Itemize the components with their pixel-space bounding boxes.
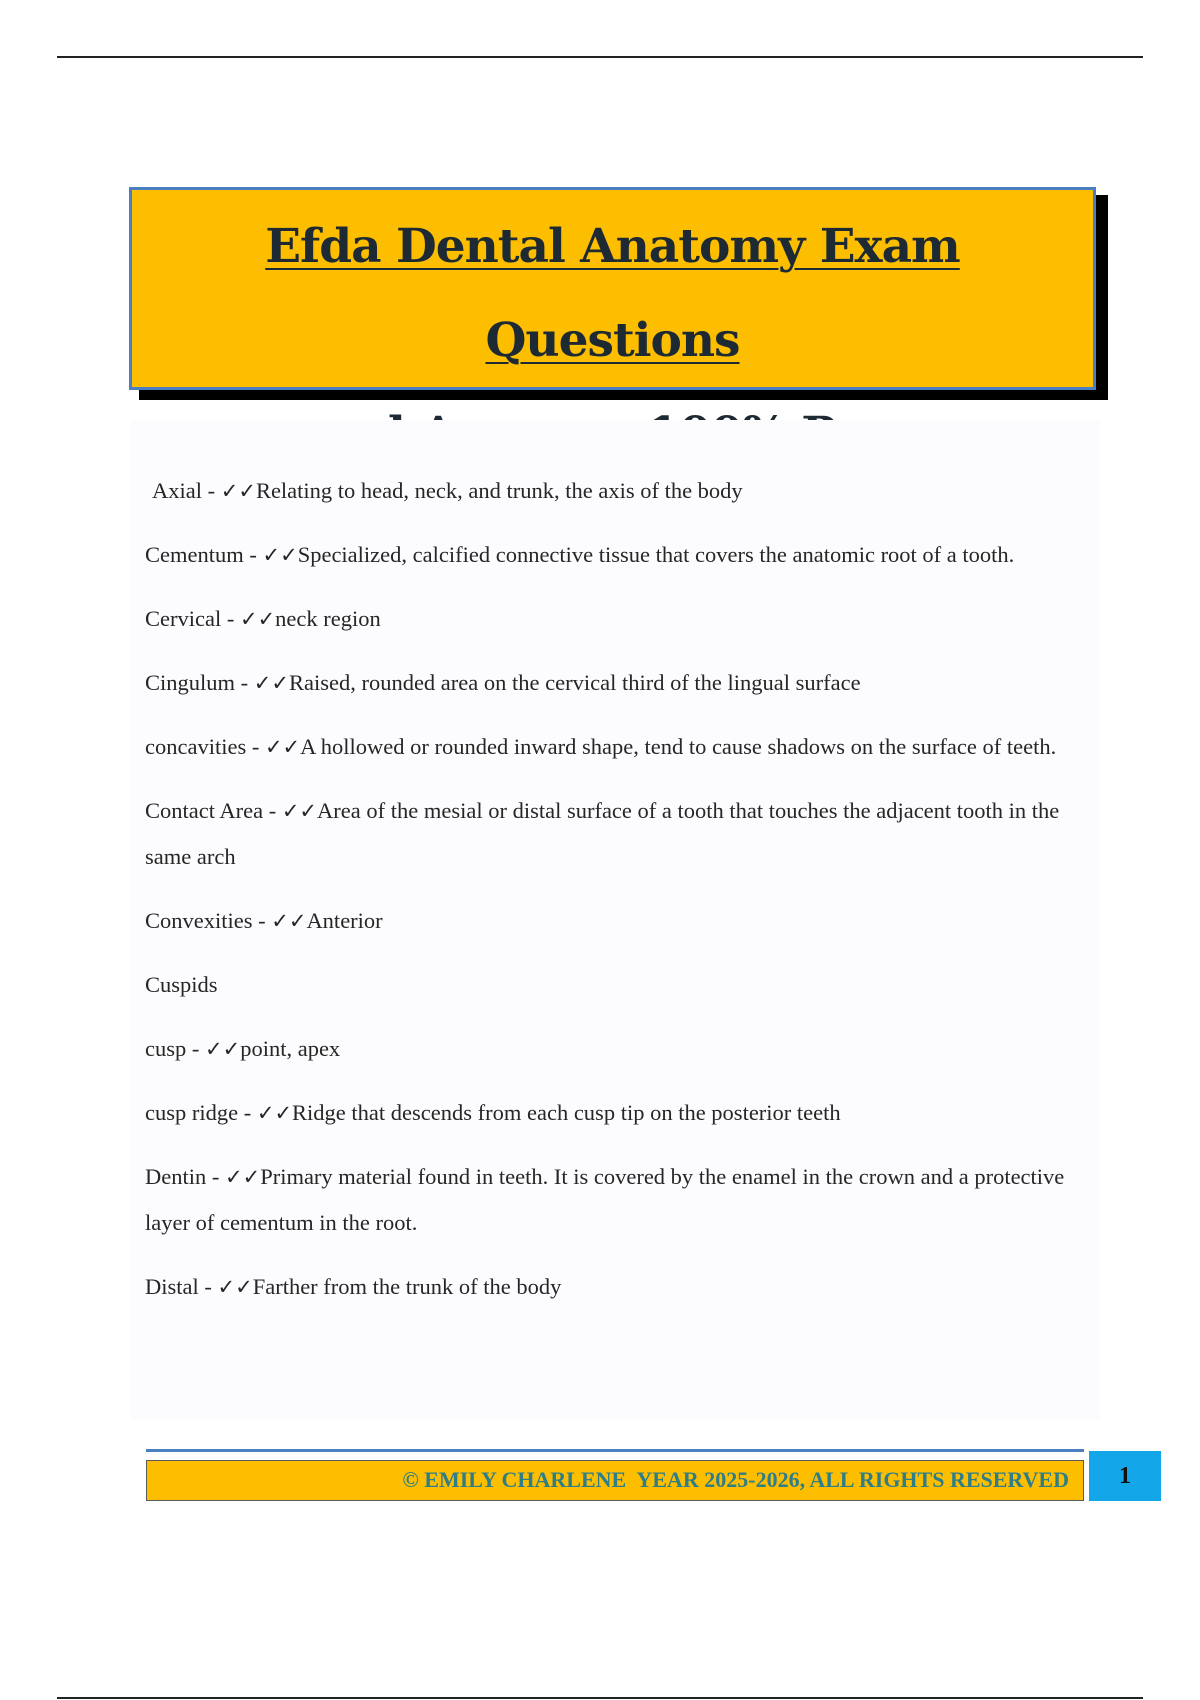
entry-cusp-ridge xyxy=(145,1090,1095,1136)
bottom-rule xyxy=(57,1697,1143,1699)
check-icon: ✓✓ xyxy=(220,479,256,503)
entry-definition: neck region xyxy=(275,606,381,631)
entry-definition: Primary material found in teeth. It is covered by the enamel in the crown and a protective layer of cementum in the root. xyxy=(145,1164,1065,1235)
entry-contact-area xyxy=(145,788,1095,880)
entry-term: Cervical - xyxy=(145,606,240,631)
entry-definition: Ridge that descends from each cusp tip on the posterior teeth xyxy=(292,1100,841,1125)
entry-definition: A hollowed or rounded inward shape, tend to cause shadows on the surface of teeth. xyxy=(300,734,1057,759)
entry-cingulum xyxy=(145,660,1095,706)
entry-term: Axial - xyxy=(152,478,221,503)
check-icon: ✓✓ xyxy=(224,1165,261,1189)
entry-cervical xyxy=(145,596,1095,642)
check-icon: ✓✓ xyxy=(271,909,307,933)
check-icon: ✓✓ xyxy=(281,799,318,823)
check-icon: ✓✓ xyxy=(239,607,276,631)
entry-term: Convexities - xyxy=(145,908,272,933)
entry-term: Cuspids xyxy=(145,972,218,997)
entry-term: cusp ridge - xyxy=(145,1100,257,1125)
entry-definition: Relating to head, neck, and trunk, the axis of the body xyxy=(255,478,743,503)
entry-term: concavities - xyxy=(145,734,265,759)
check-icon: ✓✓ xyxy=(205,1037,241,1061)
check-icon: ✓✓ xyxy=(262,543,298,567)
entry-concavities xyxy=(145,724,1095,770)
page-number: 1 xyxy=(1089,1451,1161,1501)
entry-term: Distal - xyxy=(145,1274,218,1299)
entry-term: Cingulum - xyxy=(145,670,254,695)
entry-definition: Specialized, calcified connective tissue that covers the anatomic root of a tooth. xyxy=(297,542,1015,567)
entry-definition: point, apex xyxy=(240,1036,341,1061)
entry-convexities xyxy=(145,898,1095,944)
title-line-1: Efda Dental Anatomy Exam Questions xyxy=(265,219,960,368)
check-icon: ✓✓ xyxy=(264,735,301,759)
entry-term: cusp - xyxy=(145,1036,205,1061)
top-rule xyxy=(57,56,1143,58)
entry-cusp xyxy=(145,1026,1095,1072)
title-banner xyxy=(129,187,1096,390)
entry-definition: Anterior xyxy=(306,908,383,933)
entry-list xyxy=(145,468,1095,1328)
footer-copyright: © EMILY CHARLENE YEAR 2025-2026, ALL RIGHTS RESERVED xyxy=(146,1460,1084,1501)
check-icon: ✓✓ xyxy=(253,671,289,695)
entry-distal xyxy=(145,1264,1095,1310)
entry-term: Dentin - xyxy=(145,1164,225,1189)
check-icon: ✓✓ xyxy=(256,1101,293,1125)
entry-cementum xyxy=(145,532,1095,578)
entry-cuspids xyxy=(145,962,1095,1008)
entry-definition: Area of the mesial or distal surface of a tooth that touches the adjacent tooth in the same arch xyxy=(145,798,1060,869)
check-icon: ✓✓ xyxy=(217,1275,253,1299)
entry-dentin xyxy=(145,1154,1095,1246)
entry-definition: Raised, rounded area on the cervical third of the lingual surface xyxy=(288,670,861,695)
entry-term: Cementum - xyxy=(145,542,263,567)
entry-axial xyxy=(145,468,1095,514)
footer-rule xyxy=(146,1449,1084,1452)
entry-term: Contact Area - xyxy=(145,798,282,823)
entry-definition: Farther from the trunk of the body xyxy=(252,1274,562,1299)
